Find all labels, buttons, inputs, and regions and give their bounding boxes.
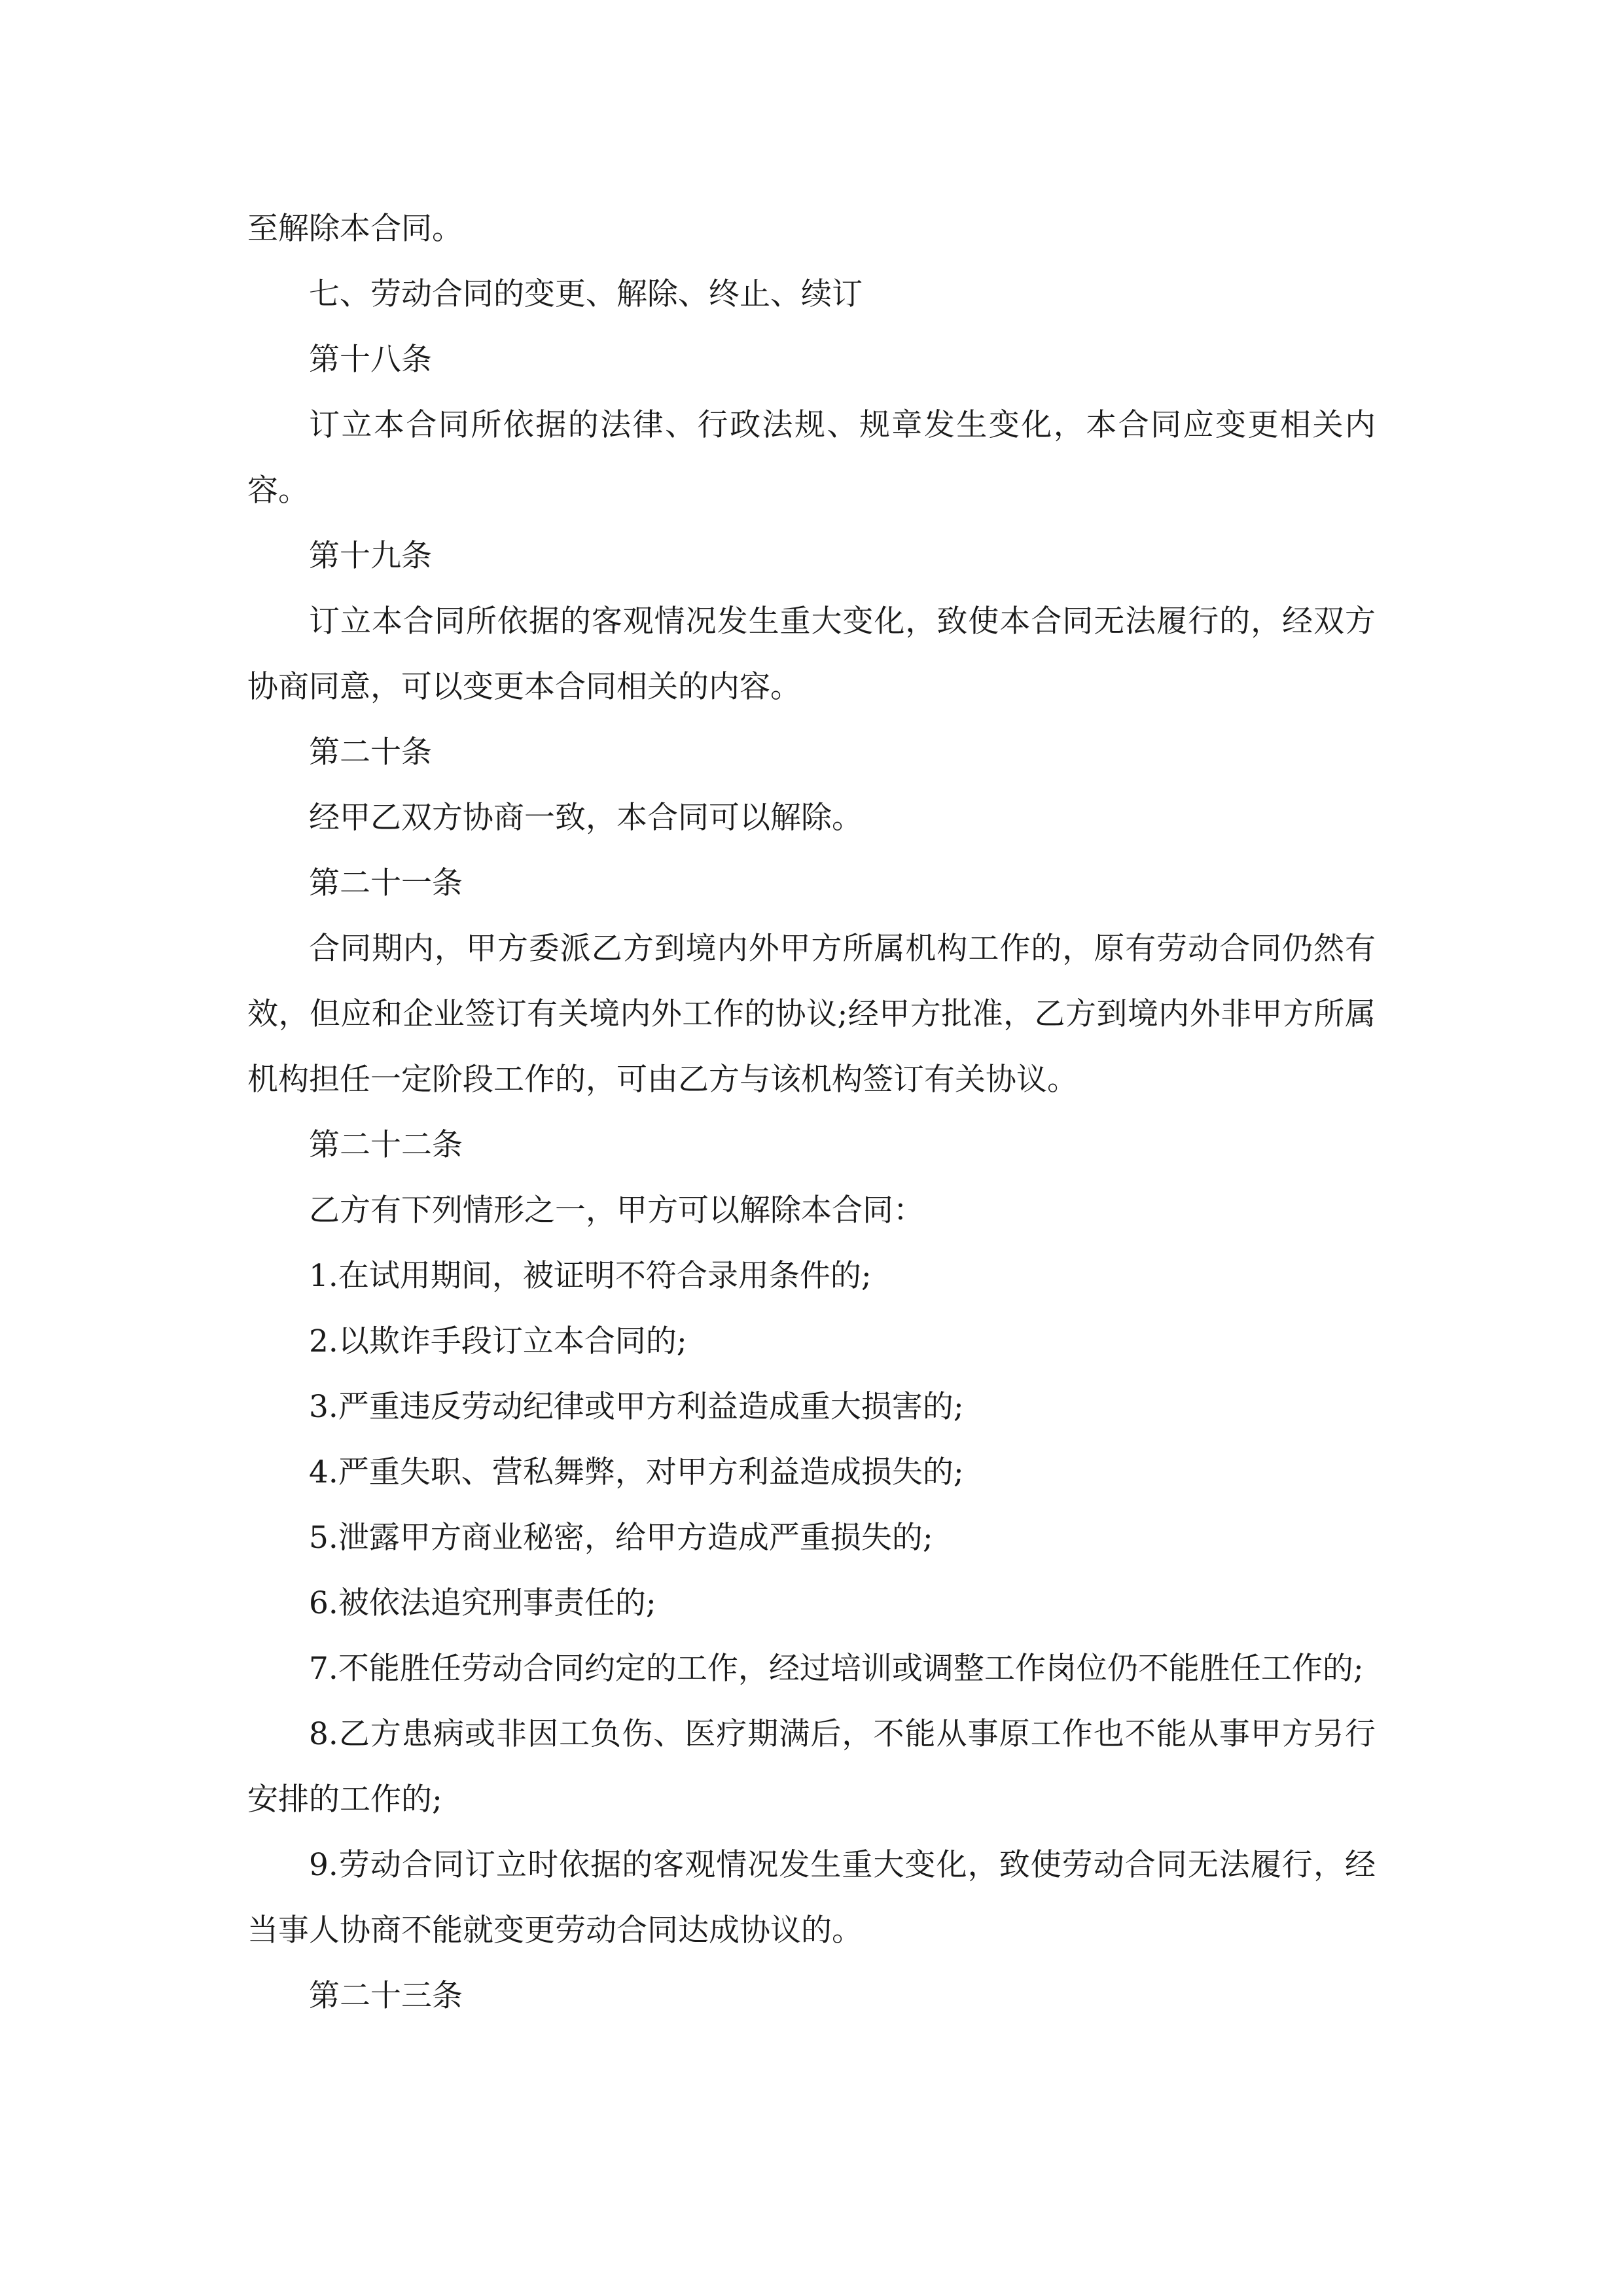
article-heading: 第二十三条 <box>309 1978 463 2014</box>
article-text: 订立本合同所依据的客观情况发生重大变化，致使本合同无法履行的，经双方协商同意，可以变更本合同相关的内容。 <box>247 603 1376 705</box>
list-item: 2.以欺诈手段订立本合同的; <box>309 1323 687 1359</box>
article-heading: 第十八条 <box>309 342 432 378</box>
document-body <box>247 196 1376 2029</box>
list-item: 3.严重违反劳动纪律或甲方利益造成重大损害的; <box>309 1389 964 1425</box>
list-item: 4.严重失职、营私舞弊，对甲方利益造成损失的; <box>309 1454 964 1490</box>
paragraph-continuation: 至解除本合同。 <box>247 211 463 247</box>
article-text: 订立本合同所依据的法律、行政法规、规章发生变化，本合同应变更相关内容。 <box>247 407 1376 509</box>
article-text: 经甲乙双方协商一致，本合同可以解除。 <box>309 800 863 836</box>
list-item: 7.不能胜任劳动合同约定的工作，经过培训或调整工作岗位仍不能胜任工作的; <box>309 1651 1364 1687</box>
section-heading: 七、劳动合同的变更、解除、终止、续订 <box>309 276 863 312</box>
list-item: 6.被依法追究刑事责任的; <box>309 1585 656 1621</box>
list-item: 5.泄露甲方商业秘密，给甲方造成严重损失的; <box>309 1520 933 1556</box>
article-heading: 第二十一条 <box>309 865 463 901</box>
list-item: 8.乙方患病或非因工负伤、医疗期满后，不能从事原工作也不能从事甲方另行安排的工作的; <box>247 1716 1376 1818</box>
article-heading: 第二十条 <box>309 734 432 770</box>
article-heading: 第十九条 <box>309 538 432 574</box>
article-heading: 第二十二条 <box>309 1127 463 1163</box>
list-item: 9.劳动合同订立时依据的客观情况发生重大变化，致使劳动合同无法履行，经当事人协商不能就变更劳动合同达成协议的。 <box>247 1847 1376 1948</box>
article-text: 乙方有下列情形之一，甲方可以解除本合同： <box>309 1193 924 1229</box>
article-text: 合同期内，甲方委派乙方到境内外甲方所属机构工作的，原有劳动合同仍然有效，但应和企业签订有关境内外工作的协议;经甲方批准，乙方到境内外非甲方所属机构担任一定阶段工作的，可由乙方与该机构签订有关协议。 <box>247 931 1376 1098</box>
list-item: 1.在试用期间，被证明不符合录用条件的; <box>309 1258 872 1294</box>
